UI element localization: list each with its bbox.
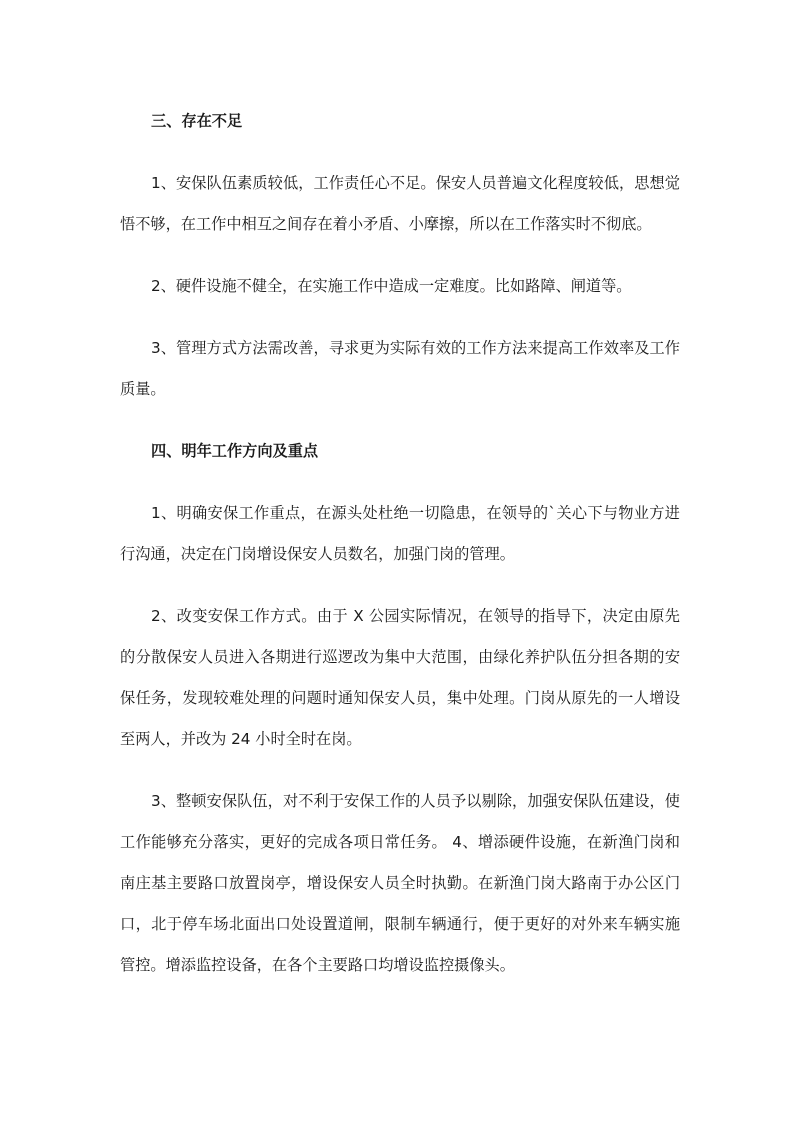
- spacer: [120, 472, 680, 493]
- paragraph-plan-2: 2、改变安保工作方式。由于 X 公园实际情况，在领导的指导下，决定由原先的分散保安人员进入各期进行巡逻改为集中大范围，由绿化养护队伍分担各期的安保任务，发现较难处理的问题时通知保安人员，集中处理。门岗从原先的一人增设至两人，并改为 24 小时全时在岗。: [120, 607, 680, 748]
- spacer: [120, 575, 680, 596]
- paragraph-plan-3: 3、整顿安保队伍，对不利于安保工作的人员予以剔除，加强安保队伍建设，使工作能够充分落实，更好的完成各项日常任务。 4、增添硬件设施，在新渔门岗和南庄基主要路口放置岗亭，增设保安人员全时执勤。在新渔门岗大路南于办公区门口，北于停车场北面出口处设置道闸，限制车辆通行，便于更好的对外来车辆实施管控。增添监控设备，在各个主要路口均增设监控摄像头。: [120, 792, 680, 974]
- section-heading-shortcomings: 三、存在不足: [151, 112, 243, 130]
- spacer: [120, 245, 680, 266]
- spacer: [120, 760, 680, 781]
- spacer: [120, 142, 680, 163]
- document-body: [120, 101, 680, 986]
- paragraph-shortcoming-3: 3、管理方式方法需改善，寻求更为实际有效的工作方法来提高工作效率及工作质量。: [120, 339, 680, 398]
- spacer: [120, 410, 680, 431]
- section-heading-next-year: 四、明年工作方向及重点: [151, 442, 319, 460]
- paragraph-shortcoming-2: 2、硬件设施不健全，在实施工作中造成一定难度。比如路障、闸道等。: [151, 277, 632, 295]
- spacer: [120, 307, 680, 328]
- paragraph-shortcoming-1: 1、安保队伍素质较低，工作责任心不足。保安人员普遍文化程度较低，思想觉悟不够，在工作中相互之间存在着小矛盾、小摩擦，所以在工作落实时不彻底。: [120, 174, 680, 233]
- paragraph-plan-1: 1、明确安保工作重点，在源头处杜绝一切隐患，在领导的`关心下与物业方进行沟通，决定在门岗增设保安人员数名，加强门岗的管理。: [120, 504, 680, 563]
